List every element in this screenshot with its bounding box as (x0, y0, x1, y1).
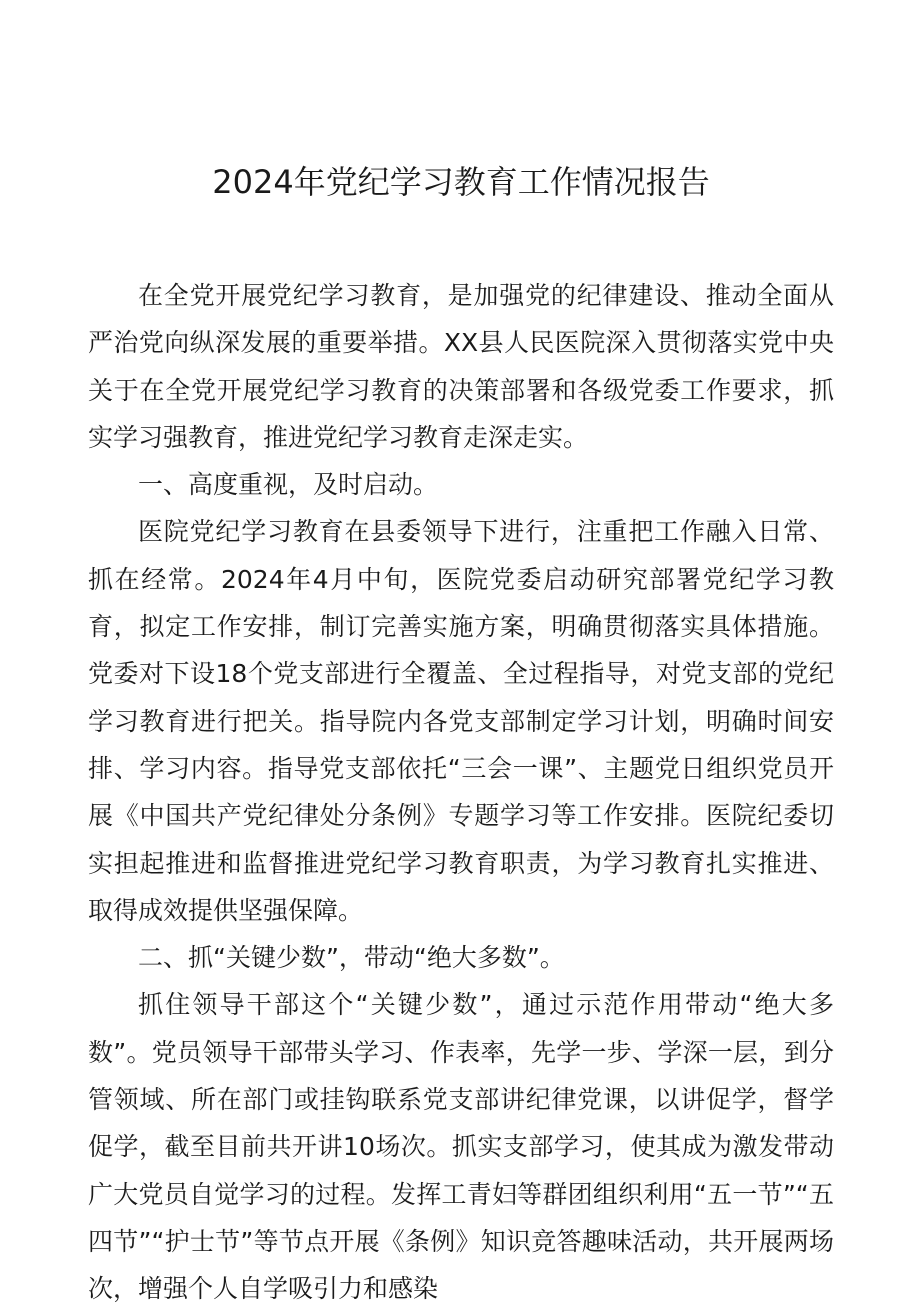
paragraph-section-2: 抓住领导干部这个“关键少数”，通过示范作用带动“绝大多数”。党员领导干部带头学习、作表率，先学一步、学深一层，到分管领域、所在部门或挂钩联系党支部讲纪律党课，以讲促学，督学促学，截至目前共开讲10场次。抓实支部学习，使其成为激发带动广大党员自觉学习的过程。发挥工青妇等群团组织利用“五一节”“五四节”“护士节”等节点开展《条例》知识竞答趣味活动，共开展两场次，增强个人自学吸引力和感染 (88, 990, 834, 1304)
paragraph-intro: 在全党开展党纪学习教育，是加强党的纪律建设、推动全面从严治党向纵深发展的重要举措。XX县人民医院深入贯彻落实党中央关于在全党开展党纪学习教育的决策部署和各级党委工作要求，抓实学习强教育，推进党纪学习教育走深走实。 (88, 281, 834, 452)
section-heading-2: 二、抓“关键少数”，带动“绝大多数”。 (138, 943, 565, 973)
document-body (88, 272, 834, 1313)
paragraph-section-1: 医院党纪学习教育在县委领导下进行，注重把工作融入日常、抓在经常。2024年4月中旬，医院党委启动研究部署党纪学习教育，拟定工作安排，制订完善实施方案，明确贯彻落实具体措施。党委对下设18个党支部进行全覆盖、全过程指导，对党支部的党纪学习教育进行把关。指导院内各党支部制定学习计划，明确时间安排、学习内容。指导党支部依托“三会一课”、主题党日组织党员开展《中国共产党纪律处分条例》专题学习等工作安排。医院纪委切实担起推进和监督推进党纪学习教育职责，为学习教育扎实推进、取得成效提供坚强保障。 (88, 517, 834, 925)
section-heading-1: 一、高度重视，及时启动。 (138, 470, 439, 500)
document-title: 2024年党纪学习教育工作情况报告 (212, 163, 710, 201)
